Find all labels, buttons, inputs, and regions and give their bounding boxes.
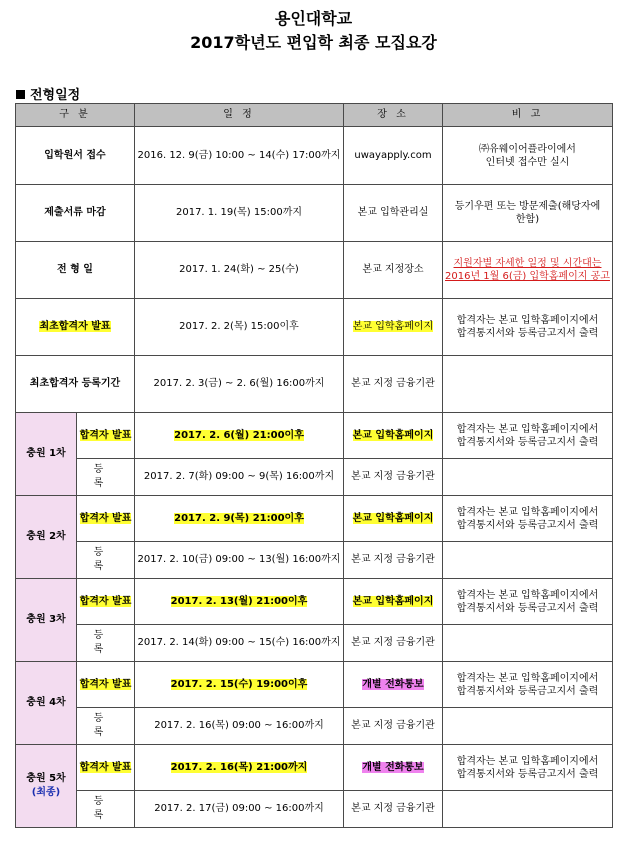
col-header-place: 장 소 (344, 104, 443, 127)
announce-date (135, 413, 344, 459)
announce-date-text: 2017. 2. 6(월) 21:00이후 (174, 429, 304, 441)
table-row (16, 413, 613, 459)
reg-date: 2017. 2. 14(화) 09:00 ~ 15(수) 16:00까지 (135, 625, 344, 662)
row-date: 2016. 12. 9(금) 10:00 ~ 14(수) 17:00까지 (135, 127, 344, 185)
note-line-2: 합격통지서와 등록금고지서 출력 (456, 436, 599, 448)
reg-place: 본교 지정 금융기관 (344, 708, 443, 745)
table-row (16, 579, 613, 625)
reg-date: 2017. 2. 16(목) 09:00 ~ 16:00까지 (135, 708, 344, 745)
row-note-empty (443, 625, 613, 662)
table-row (16, 662, 613, 708)
announce-date (135, 745, 344, 791)
announce-date (135, 662, 344, 708)
note-line-1: 합격자는 본교 입학홈페이지에서 (456, 506, 599, 518)
reg-label (77, 791, 135, 828)
col-header-note: 비 고 (443, 104, 613, 127)
note-line-1: 합격자는 본교 입학홈페이지에서 (456, 755, 599, 767)
reg-label (77, 625, 135, 662)
note-line-2: 한함) (515, 214, 540, 225)
col-header-category: 구 분 (16, 104, 135, 127)
note-line-1: 합격자는 본교 입학홈페이지에서 (456, 589, 599, 601)
announce-date-text: 2017. 2. 16(목) 21:00까지 (170, 761, 308, 773)
table-row (16, 791, 613, 828)
announce-place (344, 662, 443, 708)
round-label: 충원 3차 (16, 579, 77, 662)
row-note (443, 496, 613, 542)
table-row (16, 127, 613, 185)
row-label: 제출서류 마감 (16, 185, 135, 242)
announce-label (77, 579, 135, 625)
announce-label (77, 745, 135, 791)
table-row (16, 542, 613, 579)
row-date: 2017. 2. 2(목) 15:00이후 (135, 299, 344, 356)
row-note (443, 127, 613, 185)
table-row (16, 708, 613, 745)
round-sub-label: (최종) (31, 787, 61, 798)
note-line-2: 합격통지서와 등록금고지서 출력 (456, 519, 599, 531)
row-place: 본교 지정장소 (344, 242, 443, 299)
note-line-2: 합격통지서와 등록금고지서 출력 (456, 602, 599, 614)
announce-label (77, 662, 135, 708)
announce-label-text: 합격자 발표 (79, 512, 132, 524)
row-place (344, 299, 443, 356)
row-note-empty (443, 791, 613, 828)
table-row (16, 459, 613, 496)
announce-place-text: 개별 전화통보 (362, 678, 424, 690)
row-place: uwayapply.com (344, 127, 443, 185)
row-label: 최초합격자 등록기간 (16, 356, 135, 413)
round-label: 충원 1차 (16, 413, 77, 496)
col-header-schedule: 일 정 (135, 104, 344, 127)
row-date: 2017. 1. 19(목) 15:00까지 (135, 185, 344, 242)
row-note (443, 413, 613, 459)
reg-label-text: 등 록 (93, 547, 118, 572)
row-note-empty (443, 459, 613, 496)
announce-label-text: 합격자 발표 (79, 429, 132, 441)
note-line-2: 합격통지서와 등록금고지서 출력 (456, 768, 599, 780)
note-line-1: 합격자는 본교 입학홈페이지에서 (456, 672, 599, 684)
announce-label-text: 합격자 발표 (79, 761, 132, 773)
reg-date: 2017. 2. 10(금) 09:00 ~ 13(월) 16:00까지 (135, 542, 344, 579)
row-note (443, 579, 613, 625)
row-note (443, 242, 613, 299)
reg-label-text: 등 록 (93, 630, 118, 655)
reg-label (77, 542, 135, 579)
announce-label (77, 496, 135, 542)
reg-date: 2017. 2. 17(금) 09:00 ~ 16:00까지 (135, 791, 344, 828)
square-bullet-icon (16, 90, 25, 99)
announce-place-text: 본교 입학홈페이지 (352, 595, 434, 607)
row-date: 2017. 1. 24(화) ~ 25(수) (135, 242, 344, 299)
page-title: 2017학년도 편입학 최종 모집요강 (190, 33, 437, 52)
row-note (443, 299, 613, 356)
table-row (16, 496, 613, 542)
round-label: 충원 2차 (16, 496, 77, 579)
announce-place-text: 본교 입학홈페이지 (352, 512, 434, 524)
row-note-empty (443, 542, 613, 579)
table-header-row (16, 104, 613, 127)
note-line-1: 지원자별 자세한 일정 및 시간대는 (453, 258, 602, 269)
table-row (16, 185, 613, 242)
table-row (16, 745, 613, 791)
table-row (16, 356, 613, 413)
row-note (443, 662, 613, 708)
row-note-empty (443, 356, 613, 413)
row-label-text: 최초합격자 발표 (39, 321, 111, 332)
announce-date-text: 2017. 2. 13(월) 21:00이후 (170, 595, 308, 607)
reg-label-text: 등 록 (93, 713, 118, 738)
note-line-1: 합격자는 본교 입학홈페이지에서 (456, 423, 599, 435)
round-label: 충원 4차 (16, 662, 77, 745)
reg-place: 본교 지정 금융기관 (344, 625, 443, 662)
announce-date-text: 2017. 2. 15(수) 19:00이후 (170, 678, 308, 690)
round-label (16, 745, 77, 828)
table-row (16, 299, 613, 356)
announce-place-text: 본교 입학홈페이지 (352, 429, 434, 441)
row-note (443, 745, 613, 791)
note-line-2: 합격통지서와 등록금고지서 출력 (456, 328, 599, 339)
row-label (16, 299, 135, 356)
announce-place (344, 413, 443, 459)
row-place: 본교 입학관리실 (344, 185, 443, 242)
announce-date-text: 2017. 2. 9(목) 21:00이후 (174, 512, 304, 524)
row-place-text: 본교 입학홈페이지 (352, 321, 434, 332)
table-row (16, 242, 613, 299)
row-place: 본교 지정 금융기관 (344, 356, 443, 413)
note-line-2: 인터넷 접수만 실시 (485, 156, 570, 168)
announce-date (135, 496, 344, 542)
announce-place (344, 579, 443, 625)
announce-place-text: 개별 전화통보 (362, 761, 424, 773)
section-heading (16, 84, 80, 103)
announce-label-text: 합격자 발표 (79, 595, 132, 607)
schedule-table (15, 103, 613, 828)
announce-date (135, 579, 344, 625)
reg-label (77, 459, 135, 496)
announce-label (77, 413, 135, 459)
row-label: 입학원서 접수 (16, 127, 135, 185)
announce-label-text: 합격자 발표 (79, 678, 132, 690)
school-name: 용인대학교 (274, 9, 353, 28)
row-date: 2017. 2. 3(금) ~ 2. 6(월) 16:00까지 (135, 356, 344, 413)
announce-place (344, 496, 443, 542)
announce-place (344, 745, 443, 791)
reg-label-text: 등 록 (93, 464, 118, 489)
row-note-empty (443, 708, 613, 745)
section-title: 전형일정 (30, 88, 81, 103)
reg-place: 본교 지정 금융기관 (344, 542, 443, 579)
reg-place: 본교 지정 금융기관 (344, 459, 443, 496)
note-line-1: 합격자는 본교 입학홈페이지에서 (456, 315, 599, 326)
round-label-text: 충원 5차 (26, 773, 66, 784)
note-line-2: 합격통지서와 등록금고지서 출력 (456, 685, 599, 697)
reg-place: 본교 지정 금융기관 (344, 791, 443, 828)
reg-date: 2017. 2. 7(화) 09:00 ~ 9(목) 16:00까지 (135, 459, 344, 496)
note-line-2: 2016년 1월 6(금) 입학홈페이지 공고 (445, 271, 610, 282)
row-label: 전 형 일 (16, 242, 135, 299)
note-line-1: ㈜유웨이어플라이에서 (479, 143, 576, 155)
reg-label (77, 708, 135, 745)
note-line-1: 등기우편 또는 방문제출(해당자에 (454, 201, 601, 212)
reg-label-text: 등 록 (93, 796, 118, 821)
table-row (16, 625, 613, 662)
row-note (443, 185, 613, 242)
